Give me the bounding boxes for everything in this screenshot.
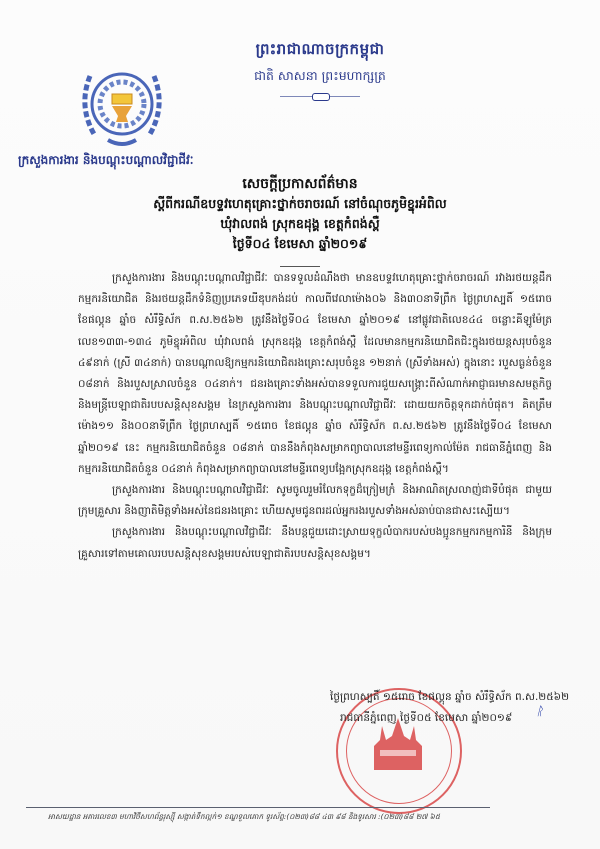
national-motto: ជាតិ សាសនា ព្រះមហាក្សត្រ	[254, 68, 386, 83]
dateline	[330, 687, 569, 729]
title-line-2: ស្តីពីករណីឧបទ្ទវហេតុគ្រោះថ្នាក់ចរាចរណ៍ នៅចំណុចភូមិខ្នុរអំពិល	[153, 196, 447, 211]
solar-date: រាជធានីភ្នំពេញ ថ្ងៃទី០៥ ខែមេសា ឆ្នាំ២០១៩	[340, 712, 513, 724]
title-divider	[280, 266, 320, 267]
announcement-title	[0, 174, 600, 267]
kingdom-title: ព្រះរាជាណាចក្រកម្ពុជា	[255, 40, 385, 58]
signature-initial: ᚱ	[536, 704, 544, 718]
paragraph-condolences: ក្រសួងការងារ និងបណ្តុះបណ្តាលវិជ្ជាជីវៈ សូមចូលរួមរំលែកទុក្ខដ៏ក្រៀមក្រំ និងអាណិតស្រលាញ់ជាទីបំផុត ជាមួយក្រុមគ្រួសារ និងញាតិមិត្តទាំងអស់នៃជនរងគ្រោះ ហើយសូមជូនពរដល់អ្នករងរបួសទាំងអស់ឆាប់បានជាសះស្បើយ។	[78, 484, 552, 518]
ministry-name: ក្រសួងការងារ និងបណ្តុះបណ្តាលវិជ្ជាជីវៈ	[18, 153, 194, 167]
national-header	[0, 40, 600, 101]
announcement-body	[78, 268, 552, 565]
footer-address: អាសយដ្ឋាន អគារលេខ៣ មហាវិថីសហព័ន្ធរុស្ស៊ី សង្កាត់ទឹកល្អក់១ ខណ្ឌទួលគោក ទូរស័ព្ទ:(០២៣)៨៨ ៤៣ ៩៨ និងទូរសារ :(០២៣)៨៨ ២៧ ៦៥	[48, 812, 441, 821]
title-date: ថ្ងៃទី០៤ ខែមេសា ឆ្នាំ២០១៩	[232, 236, 368, 251]
title-line-1: សេចក្តីប្រកាសព័ត៌មាន	[242, 176, 358, 192]
ornament-divider	[280, 93, 360, 101]
title-line-3: ឃុំវាលពង់ ស្រុកឧដុង្គ ខេត្តកំពង់ស្ពឺ	[220, 216, 380, 231]
paragraph-support: ក្រសួងការងារ និងបណ្តុះបណ្តាលវិជ្ជាជីវៈ នឹងបន្តជួយដោះស្រាយទុក្ខលំបាករបស់បងប្អូនកម្មករកម្មការិនី និងក្រុមគ្រួសារទៅតាមគោលរបបសន្តិសុខសង្គមរបស់បេឡាជាតិរបបសន្តិសុខសង្គម។	[78, 526, 552, 560]
paragraph-incident: ក្រសួងការងារ និងបណ្តុះបណ្តាលវិជ្ជាជីវៈ បានទទួលដំណឹងថា មានឧបទ្ទវហេតុគ្រោះថ្នាក់ចរាចរណ៍ រវាងរថយន្តដឹកកម្មករនិយោជិត និងរថយន្តដឹកទំនិញប្រភេទយីឌុបកង់ដប់ កាលពីវេលាម៉ោង០៦ និង៣០នាទីព្រឹក ថ្ងៃព្រហស្បតិ៍ ១៥រោច ខែផល្គុន ឆ្នាំច សំរឹទ្ធិស័ក ព.ស.២៥៦២ ត្រូវនឹងថ្ងៃទី០៤ ខែមេសា ឆ្នាំ២០១៩ នៅផ្លូវជាតិលេខ៤៤ ចន្លោះគីឡូម៉ែត្រលេខ១៣៣-១៣៤ ភូមិខ្នុរអំពិល ឃុំវាលពង់ ស្រុកឧដុង្គ ខេត្តកំពង់ស្ពឺ ដែលមានកម្មករនិយោជិតជិះក្នុងរថយន្តសរុបចំនួន ៤៩នាក់ (ស្រី ៣៤នាក់) បានបណ្តាលឱ្យកម្មករនិយោជិតរងគ្រោះសរុបចំនួន ១២នាក់ (ស្រីទាំងអស់) ក្នុងនោះ របួសធ្ងន់ចំនួន ០៨នាក់ និងរបួសស្រាលចំនួន ០៤នាក់។ ជនរងគ្រោះទាំងអស់បានទទួលការជួយសង្គ្រោះពីសំណាក់អាជ្ញាធរមានសមត្ថកិច្ច និងមន្ត្រីបេឡាជាតិរបបសន្តិសុខសង្គម នៃក្រសួងការងារ និងបណ្តុះបណ្តាលវិជ្ជាជីវៈ ដោយយកចិត្តទុកដាក់បំផុត។ គិតត្រឹមម៉ោង១១ និង០០នាទីព្រឹក ថ្ងៃព្រហស្បតិ៍ ១៥រោច ខែផល្គុន ឆ្នាំច សំរឹទ្ធិស័ក ព.ស.២៥៦២ ត្រូវនឹងថ្ងៃទី០៤ ខែមេសា ឆ្នាំ២០១៩ នេះ កម្មករនិយោជិតចំនួន ០៨នាក់ បាននឹងកំពុងសម្រាកព្យាបាលនៅមន្ទីរពេទ្យកាល់ម៉ែត រាជធានីភ្នំពេញ និងកម្មករនិយោជិតចំនួន ០៤នាក់ កំពុងសម្រាកព្យាបាលនៅមន្ទីរពេទ្យបង្អែកស្រុកឧដុង្គ ខេត្តកំពង់ស្ពឺ។	[78, 272, 552, 475]
lunar-date: ថ្ងៃព្រហស្បតិ៍ ១៥រោច ខែផល្គុន ឆ្នាំច សំរឹទ្ធិស័ក ព.ស.២៥៦២	[330, 691, 570, 703]
footer-divider	[26, 807, 490, 808]
